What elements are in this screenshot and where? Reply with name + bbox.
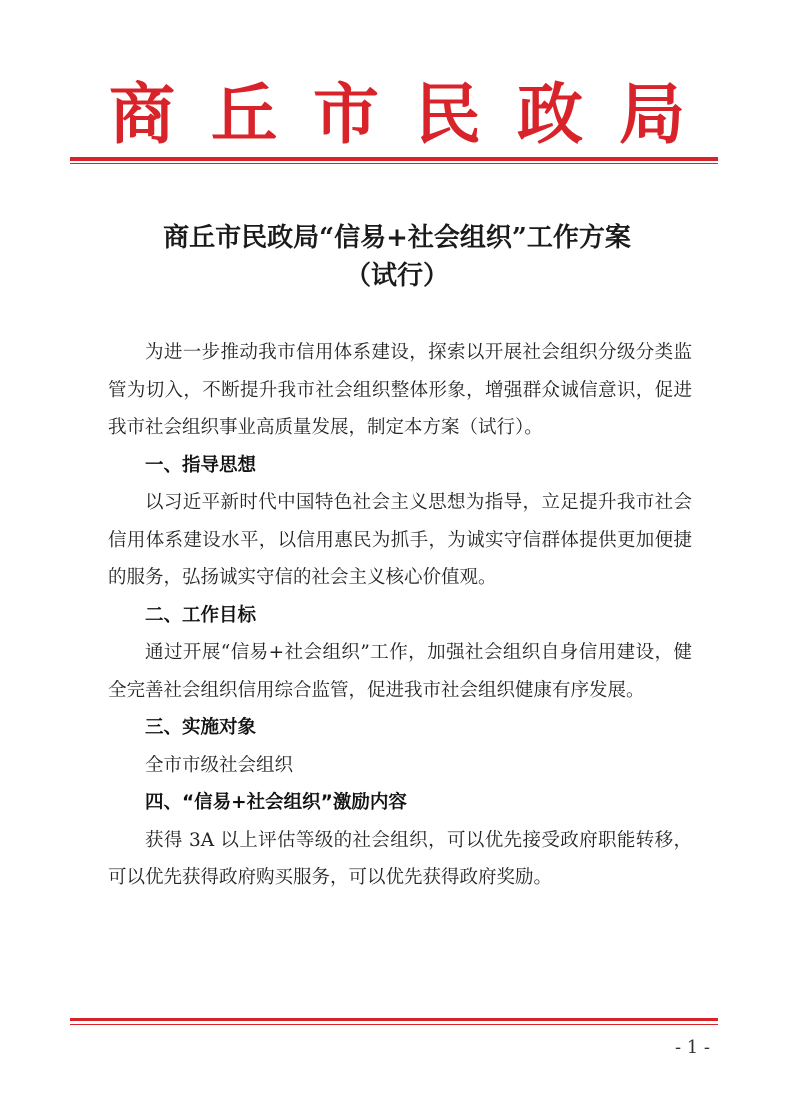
footer-red-rule-thick [70,1018,718,1021]
document-body [108,334,692,897]
section-heading-incentives: 四、“信易+社会组织”激励内容 [145,792,407,813]
document-subtitle: （试行） [344,261,449,291]
section-body-target: 全市市级社会组织 [145,754,294,776]
masthead-org-name: 商丘市民政局 [109,75,721,153]
intro-paragraph: 为进一步推动我市信用体系建设，探索以开展社会组织分级分类监管为切入，不断提升我市社会组织整体形象，增强群众诚信意识，促进我市社会组织事业高质量发展，制定本方案（试行）。 [108,342,692,438]
document-title: 商丘市民政局“信易+社会组织”工作方案 [163,223,631,253]
section-heading-target: 三、实施对象 [145,717,257,738]
section-heading-work-goals: 二、工作目标 [145,604,257,626]
section-body-incentives: 获得 3A 以上评估等级的社会组织，可以优先接受政府职能转移，可以优先获得政府购买服务，可以优先获得政府奖励。 [108,829,692,888]
masthead-red-rule-thin [70,163,718,164]
page-number: - 1 - [674,1037,710,1058]
section-body-guiding-ideology: 以习近平新时代中国特色社会主义思想为指导，立足提升我市社会信用体系建设水平，以信用惠民为抓手，为诚实守信群体提供更加便捷的服务，弘扬诚实守信的社会主义核心价值观。 [108,492,692,588]
masthead-red-rule-thick [70,157,718,161]
section-heading-guiding-ideology: 一、指导思想 [145,454,257,476]
footer-red-rule-thin [70,1024,718,1025]
section-body-work-goals: 通过开展“信易+社会组织”工作，加强社会组织自身信用建设，健全完善社会组织信用综合监管，促进我市社会组织健康有序发展。 [108,642,692,701]
